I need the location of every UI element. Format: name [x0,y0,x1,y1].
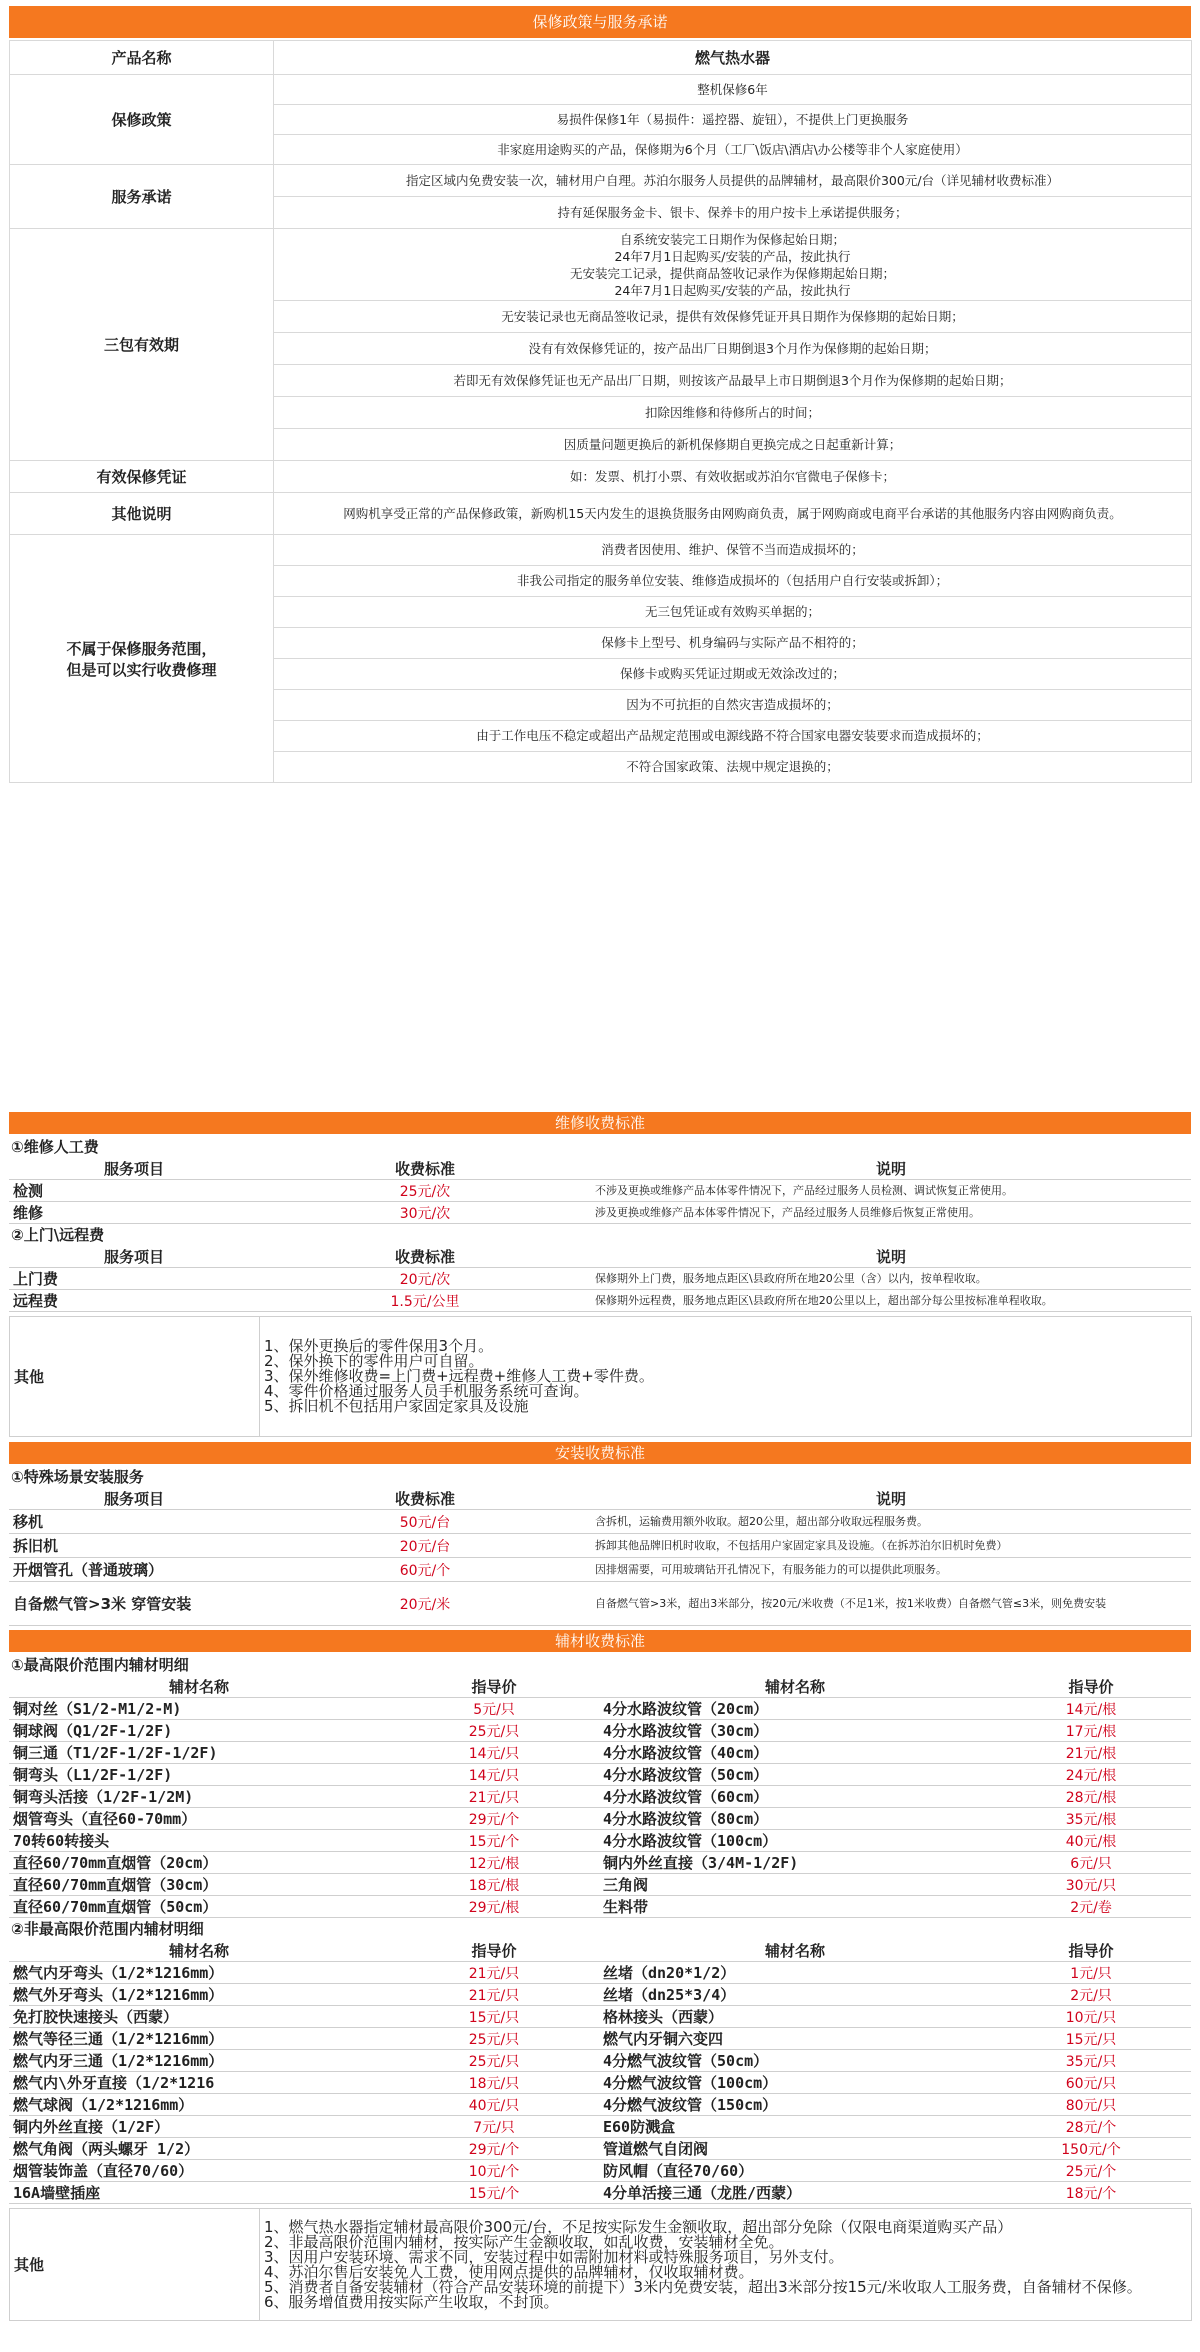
table-row [9,1720,1191,1742]
excluded-item: 由于工作电压不稳定或超出产品规定范围或电源线路不符合国家电器安装要求而造成损坏的； [274,721,1192,752]
material-price: 18元/只 [389,2072,599,2094]
material-price: 14元/只 [389,1742,599,1764]
material-name: 三角阀 [599,1874,991,1896]
material-price: 25元/个 [991,2160,1191,2182]
repair-other-list: 1、保外更换后的零件保用3个月。 2、保外换下的零件用户可自留。 3、保外维修收费=上门费+远程费+维修人工费+零件费。 4、零件价格通过服务人员手机服务系统可查询。 5、拆旧机不包括用户家固定家具及设施 [260,1317,1192,1437]
material-name: 直径60/70mm直烟管（30cm） [9,1874,389,1896]
material-price: 2元/只 [991,1984,1191,2006]
material-name: 丝堵（dn20*1/2） [599,1962,991,1984]
period-item: 若即无有效保修凭证也无产品出厂日期，则按该产品最早上市日期倒退3个月作为保修期的起始日期； [274,365,1192,397]
service-item: 持有延保服务金卡、银卡、保养卡的用户按卡上承诺提供服务； [274,197,1192,229]
table-row: 拆旧机 20元/台 拆卸其他品牌旧机时收取，不包括用户家固定家具及设施。（在拆苏泊尔旧机时免费） [9,1534,1191,1558]
material-name: 直径60/70mm直烟管（50cm） [9,1896,389,1918]
period-item: 因质量问题更换后的新机保修期自更换完成之日起重新计算； [274,429,1192,461]
policy-table [9,40,1191,783]
materials-header: 辅材收费标准 [9,1630,1191,1652]
excluded-item: 消费者因使用、维护、保管不当而造成损坏的； [274,535,1192,566]
period-item: 没有有效保修凭证的，按产品出厂日期倒退3个月作为保修期的起始日期； [274,333,1192,365]
material-name: 烟管弯头（直径60-70mm） [9,1808,389,1830]
table-row: 开烟管孔（普通玻璃） 60元/个 因排烟需要，可用玻璃钻开孔情况下，有服务能力的可以提供此项服务。 [9,1558,1191,1582]
material-price: 29元/根 [389,1896,599,1918]
col-fee: 收费标准 [259,1158,591,1180]
material-price: 29元/个 [389,2138,599,2160]
material-price: 6元/只 [991,1852,1191,1874]
install-s1-title: ①特殊场景安装服务 [11,1468,144,1486]
material-name: 4分水路波纹管（20cm） [599,1698,991,1720]
materials-s1-title: ①最高限价范围内辅材明细 [11,1656,189,1674]
table-row [9,1742,1191,1764]
material-price: 18元/个 [991,2182,1191,2204]
other-note-label: 其他说明 [10,493,274,535]
material-name: 4分水路波纹管（60cm） [599,1786,991,1808]
excluded-item: 保修卡上型号、机身编码与实际产品不相符的； [274,628,1192,659]
material-name: 4分水路波纹管（40cm） [599,1742,991,1764]
material-name: 生料带 [599,1896,991,1918]
material-price: 21元/只 [389,1786,599,1808]
material-name: 4分水路波纹管（30cm） [599,1720,991,1742]
material-price: 15元/只 [991,2028,1191,2050]
voucher-label: 有效保修凭证 [10,461,274,493]
material-price: 28元/根 [991,1786,1191,1808]
material-name: 燃气内牙弯头（1/2*1216mm） [9,1962,389,1984]
table-row [9,1896,1191,1918]
material-price: 7元/只 [389,2116,599,2138]
service-label: 服务承诺 [10,165,274,229]
materials-other-label: 其他 [10,2209,260,2321]
period-first: 自系统安装完工日期作为保修起始日期； 24年7月1日起购买/安装的产品，按此执行 无安装完工记录，提供商品签收记录作为保修期起始日期； 24年7月1日起购买/安装的产品，按此执行 [274,229,1192,301]
material-name: 4分水路波纹管（80cm） [599,1808,991,1830]
repair-other-label: 其他 [10,1317,260,1437]
material-name: 16A墙壁插座 [9,2182,389,2204]
table-row [9,2160,1191,2182]
material-name: 管道燃气自闭阀 [599,2138,991,2160]
material-name: 铜弯头活接（1/2F-1/2M) [9,1786,389,1808]
material-price: 5元/只 [389,1698,599,1720]
product-value: 燃气热水器 [274,41,1192,75]
service-item: 指定区域内免费安装一次，辅材用户自理。苏泊尔服务人员提供的品牌辅材，最高限价300元/台（详见辅材收费标准） [274,165,1192,197]
excluded-item: 保修卡或购买凭证过期或无效涂改过的； [274,659,1192,690]
material-price: 150元/个 [991,2138,1191,2160]
product-label: 产品名称 [10,41,274,75]
warranty-item: 整机保修6年 [274,75,1192,105]
table-row [9,2094,1191,2116]
material-price: 1元/只 [991,1962,1191,1984]
material-price: 10元/个 [389,2160,599,2182]
material-name: 燃气内牙三通（1/2*1216mm） [9,2050,389,2072]
material-name: 格林接头（西蒙） [599,2006,991,2028]
material-name: 铜内外丝直接（1/2F） [9,2116,389,2138]
materials-section: ①最高限价范围内辅材明细 辅材名称 指导价 辅材名称 指导价 铜对丝（S1/2-M1/2-M) 5元/只 4分水路波纹管（20cm） 14元/根 铜球阀（Q1/2F-1/2F) 25元/只 4分水路波纹管（30cm） 17元/根 铜三通（T1/2F-1/2F-1/2F) 14元/只 4分水路波纹管（40cm） 21元/根 铜弯头（L1/2F-1/2F) 14元/只 4分水路波纹管（50cm） 24元/根 铜弯头活接（1/2F-1/2M) 21元/只 4分水路波纹管（60cm） 28元/根 烟管弯头（直径60-70mm） 29元/个 4分水路波纹管（80cm） 35元/根 70转60转接头 15元/个 4分水路波纹管（100cm） 40元/根 直径60/70mm直烟管（20cm） 12元/根 铜内外丝直接（3/4M-1/2F) 6元/只 直径60/70mm直烟管（30cm） 18元/根 三角阀 30元/只 直径60/70mm直烟管（50cm） 29元/根 生料带 2元/卷 ②非最高限价范围内辅材明细 辅材名称 指导价 辅材名称 指导价 燃气内牙弯头（1/2*1216mm） 21元/只 丝堵（dn20*1/2） 1元/只 燃气外牙弯头（1/2*1216mm） 21元/只 丝堵（dn25*3/4） 2元/只 免打胶快速接头（西蒙） 15元/只 格林接头（西蒙） 10元/只 燃气等径三通（1/2*1216mm） 25元/只 燃气内牙铜六变四 15元/只 燃气内牙三通（1/2*1216mm） 25元/只 4分燃气波纹管（50cm） 35元/只 燃气内\外牙直接（1/2*1216 18元/只 4分燃气波纹管（100cm） 60元/只 燃气球阀（1/2*1216mm） 40元/只 4分燃气波纹管（150cm） 80元/只 铜内外丝直接（1/2F） 7元/只 E60防溅盒 28元/个 燃气角阀（两头螺牙 1/2） 29元/个 管道燃气自闭阀 150元/个 烟管装饰盖（直径70/60） 10元/个 防风帽（直径70/60） 25元/个 16A墙壁插座 15元/个 4分单活接三通（龙胜/西蒙） 18元/个 其他 1、燃气热水器指定辅材最高限价300元/台，不足按实际发生金额收取，超出部分免除（仅限电商渠道购买产品） 2、非最高限价范围内辅材，按实际产生金额收取，如乱收费，安装辅材全免。 3、因用户安装环境、需求不同，安装过程中如需附加材料或特殊服务项目，另外支付。 4、苏泊尔售后安装免人工费，使用网点提供的品牌辅材，仅收取辅材费。 5、消费者自备安装辅材（符合产品安装环境的前提下）3米内免费安装，超出3米部分按15元/米收取人工服务费，自备辅材不保修。 6、服务增值费用按实际产生收取，不封顶。 [9,1654,1191,2321]
material-price: 15元/个 [389,1830,599,1852]
material-price: 28元/个 [991,2116,1191,2138]
table-row [9,1874,1191,1896]
material-name: 丝堵（dn25*3/4） [599,1984,991,2006]
material-name: 4分单活接三通（龙胜/西蒙） [599,2182,991,2204]
repair-s1-title: ①维修人工费 [11,1138,99,1156]
material-price: 30元/只 [991,1874,1191,1896]
material-price: 14元/根 [991,1698,1191,1720]
material-name: 烟管装饰盖（直径70/60） [9,2160,389,2182]
material-name: 燃气内牙铜六变四 [599,2028,991,2050]
voucher-value: 如：发票、机打小票、有效收据或苏泊尔官微电子保修卡； [274,461,1192,493]
repair-section: ①维修人工费 服务项目 收费标准 说明 检测 25元/次 不涉及更换或维修产品本体零件情况下，产品经过服务人员检测、调试恢复正常使用。 维修 30元/次 涉及更换或维修产品本体零件情况下，产品经过服务人员维修后恢复正常使用。 ②上门\远程费 服务项目 收费标准 说明 上门费 20元/次 保修期外上门费，服务地点距区\县政府所在地20公里（含）以内，按单程收取。 远程费 1.5元/公里 保修期外远程费，服务地点距区\县政府所在地20公里以上，超出部分每公里按标准单程收取。 其他 1、保外更换后的零件保用3个月。 2、保外换下的零件用户可自留。 3、保外维修收费=上门费+远程费+维修人工费+零件费。 4、零件价格通过服务人员手机服务系统可查询。 5、拆旧机不包括用户家固定家具及设施 [9,1136,1191,1437]
materials-s2-title: ②非最高限价范围内辅材明细 [11,1920,204,1938]
table-row [9,1830,1191,1852]
material-price: 80元/只 [991,2094,1191,2116]
material-name: 防风帽（直径70/60） [599,2160,991,2182]
col-note: 说明 [591,1158,1191,1180]
material-name: 燃气等径三通（1/2*1216mm） [9,2028,389,2050]
material-price: 21元/只 [389,1984,599,2006]
period-label: 三包有效期 [10,229,274,461]
install-header: 安装收费标准 [9,1442,1191,1464]
excluded-item: 非我公司指定的服务单位安装、维修造成损坏的（包括用户自行安装或拆卸）； [274,566,1192,597]
table-row [9,2182,1191,2204]
material-price: 12元/根 [389,1852,599,1874]
material-name: 4分水路波纹管（50cm） [599,1764,991,1786]
table-row [9,1698,1191,1720]
materials-other-list: 1、燃气热水器指定辅材最高限价300元/台，不足按实际发生金额收取，超出部分免除（仅限电商渠道购买产品） 2、非最高限价范围内辅材，按实际产生金额收取，如乱收费，安装辅材全免。 3、因用户安装环境、需求不同，安装过程中如需附加材料或特殊服务项目，另外支付。 4、苏泊尔售后安装免人工费，使用网点提供的品牌辅材，仅收取辅材费。 5、消费者自备安装辅材（符合产品安装环境的前提下）3米内免费安装，超出3米部分按15元/米收取人工服务费，自备辅材不保修。 6、服务增值费用按实际产生收取，不封顶。 [260,2209,1192,2321]
material-price: 25元/只 [389,1720,599,1742]
material-name: 燃气角阀（两头螺牙 1/2） [9,2138,389,2160]
col-item: 服务项目 [9,1158,259,1180]
material-name: 70转60转接头 [9,1830,389,1852]
material-name: 燃气内\外牙直接（1/2*1216 [9,2072,389,2094]
material-price: 60元/只 [991,2072,1191,2094]
table-row [9,2138,1191,2160]
material-name: 4分水路波纹管（100cm） [599,1830,991,1852]
material-name: 4分燃气波纹管（50cm） [599,2050,991,2072]
repair-s2-title: ②上门\远程费 [11,1226,105,1244]
material-price: 18元/根 [389,1874,599,1896]
material-name: 燃气外牙弯头（1/2*1216mm） [9,1984,389,2006]
material-name: 铜内外丝直接（3/4M-1/2F) [599,1852,991,1874]
warranty-item: 非家庭用途购买的产品，保修期为6个月（工厂\饭店\酒店\办公楼等非个人家庭使用） [274,135,1192,165]
table-row [9,1808,1191,1830]
warranty-label: 保修政策 [10,75,274,165]
excluded-item: 因为不可抗拒的自然灾害造成损坏的； [274,690,1192,721]
table-row: 远程费 1.5元/公里 保修期外远程费，服务地点距区\县政府所在地20公里以上，超出部分每公里按标准单程收取。 [9,1290,1191,1312]
material-price: 35元/根 [991,1808,1191,1830]
material-price: 29元/个 [389,1808,599,1830]
table-row [9,1786,1191,1808]
material-price: 35元/只 [991,2050,1191,2072]
material-name: 4分燃气波纹管（100cm） [599,2072,991,2094]
other-note-value: 网购机享受正常的产品保修政策，新购机15天内发生的退换货服务由网购商负责，属于网购商或电商平台承诺的其他服务内容由网购商负责。 [274,493,1192,535]
material-price: 17元/根 [991,1720,1191,1742]
table-row: 移机 50元/台 含拆机，运输费用额外收取。超20公里，超出部分收取远程服务费。 [9,1510,1191,1534]
table-row [9,1984,1191,2006]
period-item: 扣除因维修和待修所占的时间； [274,397,1192,429]
material-name: 铜弯头（L1/2F-1/2F) [9,1764,389,1786]
table-row: 自备燃气管>3米 穿管安装 20元/米 自备燃气管>3米，超出3米部分，按20元/米收费（不足1米，按1米收费）自备燃气管≤3米，则免费安装 [9,1582,1191,1626]
material-name: 燃气球阀（1/2*1216mm） [9,2094,389,2116]
table-row [9,2050,1191,2072]
excluded-item: 无三包凭证或有效购买单据的； [274,597,1192,628]
table-row [9,2116,1191,2138]
material-price: 25元/只 [389,2050,599,2072]
period-item: 无安装记录也无商品签收记录，提供有效保修凭证开具日期作为保修期的起始日期； [274,301,1192,333]
material-name: E60防溅盒 [599,2116,991,2138]
excluded-item: 不符合国家政策、法规中规定退换的； [274,752,1192,783]
material-price: 15元/只 [389,2006,599,2028]
material-price: 21元/只 [389,1962,599,1984]
material-name: 4分燃气波纹管（150cm） [599,2094,991,2116]
material-price: 40元/只 [389,2094,599,2116]
table-row [9,2006,1191,2028]
material-price: 25元/只 [389,2028,599,2050]
material-price: 21元/根 [991,1742,1191,1764]
table-row: 上门费 20元/次 保修期外上门费，服务地点距区\县政府所在地20公里（含）以内，按单程收取。 [9,1268,1191,1290]
material-name: 直径60/70mm直烟管（20cm） [9,1852,389,1874]
table-row [9,1962,1191,1984]
table-row: 检测 25元/次 不涉及更换或维修产品本体零件情况下，产品经过服务人员检测、调试恢复正常使用。 [9,1180,1191,1202]
material-price: 14元/只 [389,1764,599,1786]
material-name: 免打胶快速接头（西蒙） [9,2006,389,2028]
material-price: 15元/个 [389,2182,599,2204]
material-name: 铜球阀（Q1/2F-1/2F) [9,1720,389,1742]
table-row: 维修 30元/次 涉及更换或维修产品本体零件情况下，产品经过服务人员维修后恢复正常使用。 [9,1202,1191,1224]
table-row [9,1764,1191,1786]
page-title: 保修政策与服务承诺 [9,6,1191,38]
repair-header: 维修收费标准 [9,1112,1191,1134]
material-price: 2元/卷 [991,1896,1191,1918]
excluded-label: 不属于保修服务范围， 但是可以实行收费修理 [10,535,274,783]
table-row [9,2028,1191,2050]
table-row [9,1852,1191,1874]
material-price: 40元/根 [991,1830,1191,1852]
material-price: 10元/只 [991,2006,1191,2028]
install-section: ①特殊场景安装服务 服务项目 收费标准 说明 移机 50元/台 含拆机，运输费用额外收取。超20公里，超出部分收取远程服务费。 拆旧机 20元/台 拆卸其他品牌旧机时收取，不包括用户家固定家具及设施。（在拆苏泊尔旧机时免费） 开烟管孔（普通玻璃） 60元/个 因排烟需要，可用玻璃钻开孔情况下，有服务能力的可以提供此项服务。 自备燃气管>3米 穿管安装 20元/米 自备燃气管>3米，超出3米部分，按20元/米收费（不足1米，按1米收费）自备燃气管≤3米，则免费安装 [9,1466,1191,1626]
material-name: 铜对丝（S1/2-M1/2-M) [9,1698,389,1720]
material-price: 24元/根 [991,1764,1191,1786]
material-name: 铜三通（T1/2F-1/2F-1/2F) [9,1742,389,1764]
table-row [9,2072,1191,2094]
warranty-item: 易损件保修1年（易损件：遥控器、旋钮），不提供上门更换服务 [274,105,1192,135]
